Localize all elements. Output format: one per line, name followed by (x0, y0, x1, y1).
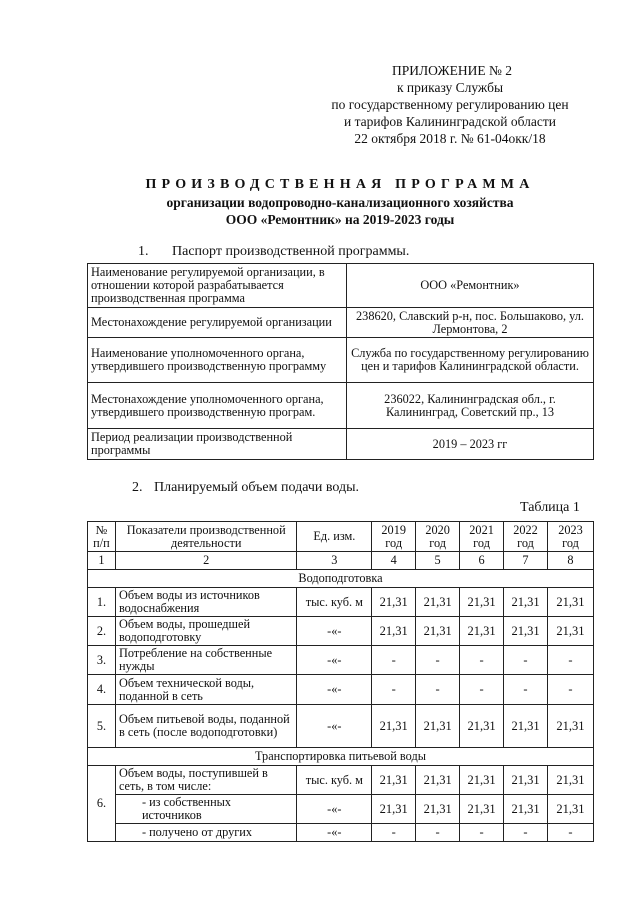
table-row (88, 824, 594, 842)
passport-value: 238620, Славский р-н, пос. Большаково, ул. Лермонтова, 2 (347, 308, 594, 338)
section-title-transport: Транспортировка питьевой воды (88, 748, 594, 766)
section-title-water-prep: Водоподготовка (88, 570, 594, 588)
header-num: № п/п (88, 522, 116, 552)
row-unit: -«- (297, 646, 372, 675)
document-subtitle-2: ООО «Ремонтник» на 2019-2023 годы (225, 212, 455, 227)
table-row (88, 383, 594, 429)
appendix-line: к приказу Службы (396, 80, 504, 95)
passport-label: Период реализации производственной программы (88, 429, 347, 460)
row-indicator: Объем воды, поступившей в сеть, в том числе: (115, 766, 297, 795)
document-subtitle: организации водопроводно-канализационного хозяйства (166, 195, 514, 210)
row-value: - (372, 675, 416, 705)
header-year: 2021 год (460, 522, 504, 552)
row-num: 6. (88, 766, 116, 842)
table-header-row (88, 522, 594, 552)
column-number-row (88, 552, 594, 570)
row-value: 21,31 (547, 766, 593, 795)
row-value: 21,31 (416, 795, 460, 824)
table-row (88, 429, 594, 460)
row-value: - (460, 824, 504, 842)
header-year: 2019 год (372, 522, 416, 552)
row-unit: -«- (297, 675, 372, 705)
row-unit: -«- (297, 705, 372, 748)
section-title: Паспорт производственной программы. (172, 244, 410, 259)
row-value: 21,31 (547, 705, 593, 748)
row-value: - (416, 646, 460, 675)
appendix-block (300, 62, 600, 147)
row-value: 21,31 (460, 705, 504, 748)
row-value: - (504, 675, 548, 705)
table-row (88, 617, 594, 646)
table-caption: Таблица 1 (520, 500, 580, 515)
table-row (88, 308, 594, 338)
row-num: 3. (88, 646, 116, 675)
row-indicator: Объем технической воды, поданной в сеть (115, 675, 297, 705)
header-year: 2023 год (547, 522, 593, 552)
table-row (88, 766, 594, 795)
row-value: 21,31 (504, 588, 548, 617)
row-value: 21,31 (372, 588, 416, 617)
passport-label: Наименование регулируемой организации, в отношении которой разрабатывается производственная программа (88, 264, 347, 308)
row-value: - (372, 646, 416, 675)
row-value: - (416, 824, 460, 842)
row-value: - (372, 824, 416, 842)
table-row (88, 705, 594, 748)
row-indicator: Объем питьевой воды, поданной в сеть (после водоподготовки) (115, 705, 297, 748)
section-row (88, 570, 594, 588)
row-num: 1. (88, 588, 116, 617)
col-number: 3 (297, 552, 372, 570)
row-value: 21,31 (416, 766, 460, 795)
row-value: - (416, 675, 460, 705)
document-title: ПРОИЗВОДСТВЕННАЯ ПРОГРАММА (145, 177, 535, 192)
section-number: 1. (138, 244, 149, 259)
passport-table (87, 263, 594, 460)
row-value: 21,31 (460, 588, 504, 617)
col-number: 4 (372, 552, 416, 570)
section-number: 2. (132, 480, 143, 495)
table-row (88, 675, 594, 705)
appendix-line: и тарифов Калининградской области (344, 114, 556, 129)
row-value: 21,31 (416, 705, 460, 748)
row-indicator: Объем воды из источников водоснабжения (115, 588, 297, 617)
section-title: Планируемый объем подачи воды. (154, 480, 360, 495)
row-indicator: Потребление на собственные нужды (115, 646, 297, 675)
row-value: 21,31 (547, 617, 593, 646)
row-value: 21,31 (372, 617, 416, 646)
row-value: 21,31 (547, 588, 593, 617)
col-number: 6 (460, 552, 504, 570)
header-year: 2020 год (416, 522, 460, 552)
col-number: 8 (547, 552, 593, 570)
passport-value: Служба по государственному регулированию цен и тарифов Калининградской области. (347, 338, 594, 383)
row-value: 21,31 (460, 617, 504, 646)
passport-label: Местонахождение уполномоченного органа, утвердившего производственную програм. (88, 383, 347, 429)
table-row (88, 795, 594, 824)
row-value: 21,31 (504, 795, 548, 824)
row-value: 21,31 (372, 705, 416, 748)
table-row (88, 588, 594, 617)
row-indicator: - из собственных источников (115, 795, 297, 824)
row-value: - (460, 646, 504, 675)
row-value: 21,31 (547, 795, 593, 824)
col-number: 7 (504, 552, 548, 570)
row-num: 4. (88, 675, 116, 705)
col-number: 2 (115, 552, 297, 570)
row-value: - (504, 824, 548, 842)
row-value: - (547, 824, 593, 842)
row-value: - (460, 675, 504, 705)
row-indicator: Объем воды, прошедшей водоподготовку (115, 617, 297, 646)
row-value: 21,31 (460, 795, 504, 824)
header-indicator: Показатели производственной деятельности (115, 522, 297, 552)
col-number: 1 (88, 552, 116, 570)
passport-value: ООО «Ремонтник» (347, 264, 594, 308)
row-unit: -«- (297, 824, 372, 842)
water-volume-table (87, 521, 594, 842)
row-unit: -«- (297, 795, 372, 824)
passport-label: Местонахождение регулируемой организации (88, 308, 347, 338)
section-row (88, 748, 594, 766)
row-value: 21,31 (372, 766, 416, 795)
col-number: 5 (416, 552, 460, 570)
row-value: 21,31 (504, 617, 548, 646)
row-value: 21,31 (416, 588, 460, 617)
row-value: 21,31 (416, 617, 460, 646)
passport-value: 2019 – 2023 гг (347, 429, 594, 460)
row-value: - (504, 646, 548, 675)
passport-value: 236022, Калининградская обл., г. Калининград, Советский пр., 13 (347, 383, 594, 429)
row-unit: тыс. куб. м (297, 588, 372, 617)
row-value: 21,31 (504, 705, 548, 748)
row-indicator: - получено от других (115, 824, 297, 842)
row-num: 5. (88, 705, 116, 748)
table-row (88, 338, 594, 383)
row-value: 21,31 (372, 795, 416, 824)
table-row (88, 264, 594, 308)
row-unit: -«- (297, 617, 372, 646)
header-year: 2022 год (504, 522, 548, 552)
row-value: - (547, 675, 593, 705)
appendix-line: 22 октября 2018 г. № 61-04окк/18 (354, 131, 546, 146)
row-unit: тыс. куб. м (297, 766, 372, 795)
row-value: 21,31 (460, 766, 504, 795)
section-1-heading (138, 244, 409, 260)
appendix-line: по государственному регулированию цен (331, 97, 569, 112)
row-value: - (547, 646, 593, 675)
header-unit: Ед. изм. (297, 522, 372, 552)
appendix-title: ПРИЛОЖЕНИЕ № 2 (391, 63, 513, 78)
section-2-heading (132, 480, 359, 496)
table-row (88, 646, 594, 675)
row-value: 21,31 (504, 766, 548, 795)
passport-label: Наименование уполномоченного органа, утвердившего производственную программу (88, 338, 347, 383)
row-num: 2. (88, 617, 116, 646)
